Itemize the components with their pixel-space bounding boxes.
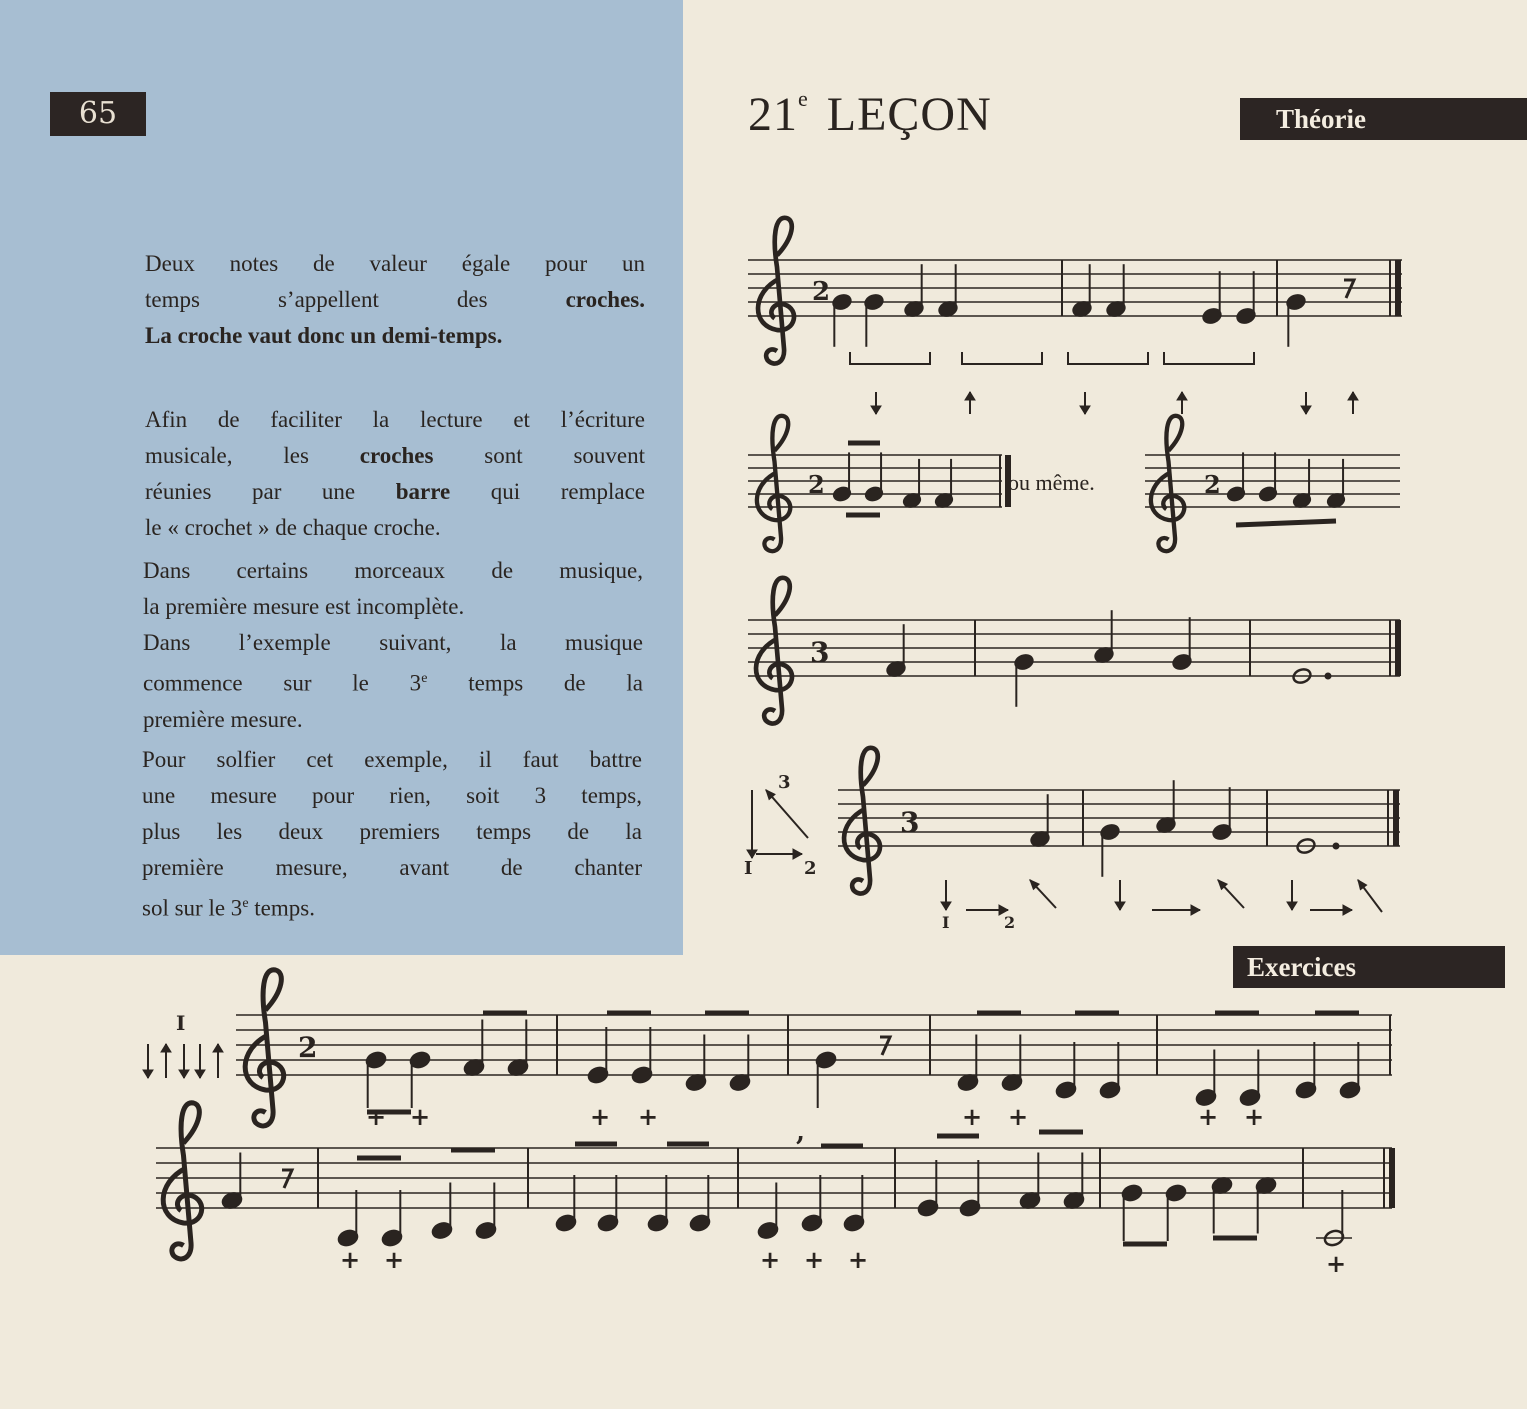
treble-clef [245, 970, 284, 1126]
count-plus: + [962, 1102, 983, 1131]
arrow-head [195, 1070, 205, 1078]
text-line: première mesure, avant de chanter [142, 855, 642, 880]
text-line: commence sur le 3e temps de la [143, 670, 644, 696]
count-plus: + [638, 1102, 659, 1131]
beat-number: 3 [778, 772, 791, 793]
count-plus: + [1244, 1102, 1265, 1131]
count-plus: + [1008, 1102, 1029, 1131]
text-line: sol sur le 3e temps. [142, 895, 315, 921]
dot [1325, 673, 1331, 679]
count-plus: + [366, 1102, 387, 1131]
ou-meme-label: ou même. [1008, 470, 1095, 495]
beat-number: 2 [1004, 913, 1016, 932]
grouping-bracket [1164, 352, 1254, 364]
treble-clef [844, 748, 880, 894]
beat-number: I [942, 913, 950, 932]
time-signature: 3 [810, 636, 830, 669]
treble-clef [163, 1103, 202, 1259]
grouping-bracket [1068, 352, 1148, 364]
count-plus: + [760, 1245, 781, 1274]
text-line: le « crochet » de chaque croche. [145, 515, 441, 540]
rest [880, 1037, 890, 1055]
time-signature: 2 [1204, 470, 1221, 499]
lesson-word: LEÇON [826, 88, 992, 141]
exercises-tag: Exercices [1233, 946, 1505, 988]
time-signature: 2 [298, 1031, 318, 1064]
text-line: Deux notes de valeur égale pour un [145, 251, 645, 276]
arrow-head [793, 849, 802, 859]
arrow-head [179, 1070, 189, 1078]
arrow-head [143, 1070, 153, 1078]
text-line: temps s’appellent des croches. [145, 287, 645, 312]
count-plus: + [804, 1245, 825, 1274]
count-plus: + [384, 1245, 405, 1274]
text-line: La croche vaut donc un demi-temps. [145, 323, 503, 348]
text-line: première mesure. [143, 706, 303, 732]
count-plus: + [340, 1245, 361, 1274]
arrow-head [871, 406, 881, 414]
grouping-bracket [850, 352, 930, 364]
time-signature: 3 [900, 806, 920, 839]
text-line: musicale, les croches sont souvent [145, 443, 646, 468]
count-plus: + [590, 1102, 611, 1131]
text-line: Dans l’exemple suivant, la musique [143, 630, 643, 655]
count-plus: + [848, 1245, 869, 1274]
text-line: Afin de faciliter la lecture et l’écriture [145, 407, 645, 432]
arrow-head [1287, 902, 1297, 910]
rest [1344, 280, 1354, 298]
grouping-bracket [962, 352, 1042, 364]
arrow-head [161, 1044, 171, 1052]
arrow-head [1348, 392, 1358, 400]
breath-mark: , [796, 1117, 806, 1147]
count-plus: + [1326, 1249, 1347, 1278]
text-line: une mesure pour rien, soit 3 temps, [142, 783, 642, 808]
arrow-head [747, 850, 757, 858]
treble-clef [756, 578, 792, 724]
text-line: la première mesure est incomplète. [143, 594, 465, 619]
dot [1333, 843, 1339, 849]
lesson-suffix: e [798, 86, 809, 111]
arrow-head [1191, 905, 1200, 915]
exercise-label: I [176, 1011, 186, 1035]
arrow-head [1115, 902, 1125, 910]
beam [1236, 521, 1336, 525]
arrow-head [1177, 392, 1187, 400]
count-plus: + [1198, 1102, 1219, 1131]
arrow-head [1301, 406, 1311, 414]
count-plus: + [410, 1102, 431, 1131]
text-line: Pour solfier cet exemple, il faut battre [142, 747, 642, 772]
treble-clef [758, 218, 794, 364]
arrow-head [1080, 406, 1090, 414]
beat-number: 2 [804, 858, 817, 879]
rest [282, 1170, 292, 1188]
lesson-number: 21 [748, 88, 798, 141]
arrow-head [213, 1044, 223, 1052]
treble-clef [1151, 416, 1184, 551]
arrow-head [1343, 905, 1352, 915]
beat-number: I [744, 858, 753, 879]
arrow-head [941, 902, 951, 910]
page-number: 65 [50, 92, 146, 136]
text-line: réunies par une barre qui remplace [145, 479, 645, 504]
treble-clef [757, 416, 790, 551]
time-signature: 2 [812, 277, 831, 307]
text-line: plus les deux premiers temps de la [142, 819, 642, 844]
theory-tag: Théorie [1240, 98, 1527, 140]
arrow-head [965, 392, 975, 400]
text-line: Dans certains morceaux de musique, [143, 558, 643, 583]
time-signature: 2 [808, 470, 825, 499]
